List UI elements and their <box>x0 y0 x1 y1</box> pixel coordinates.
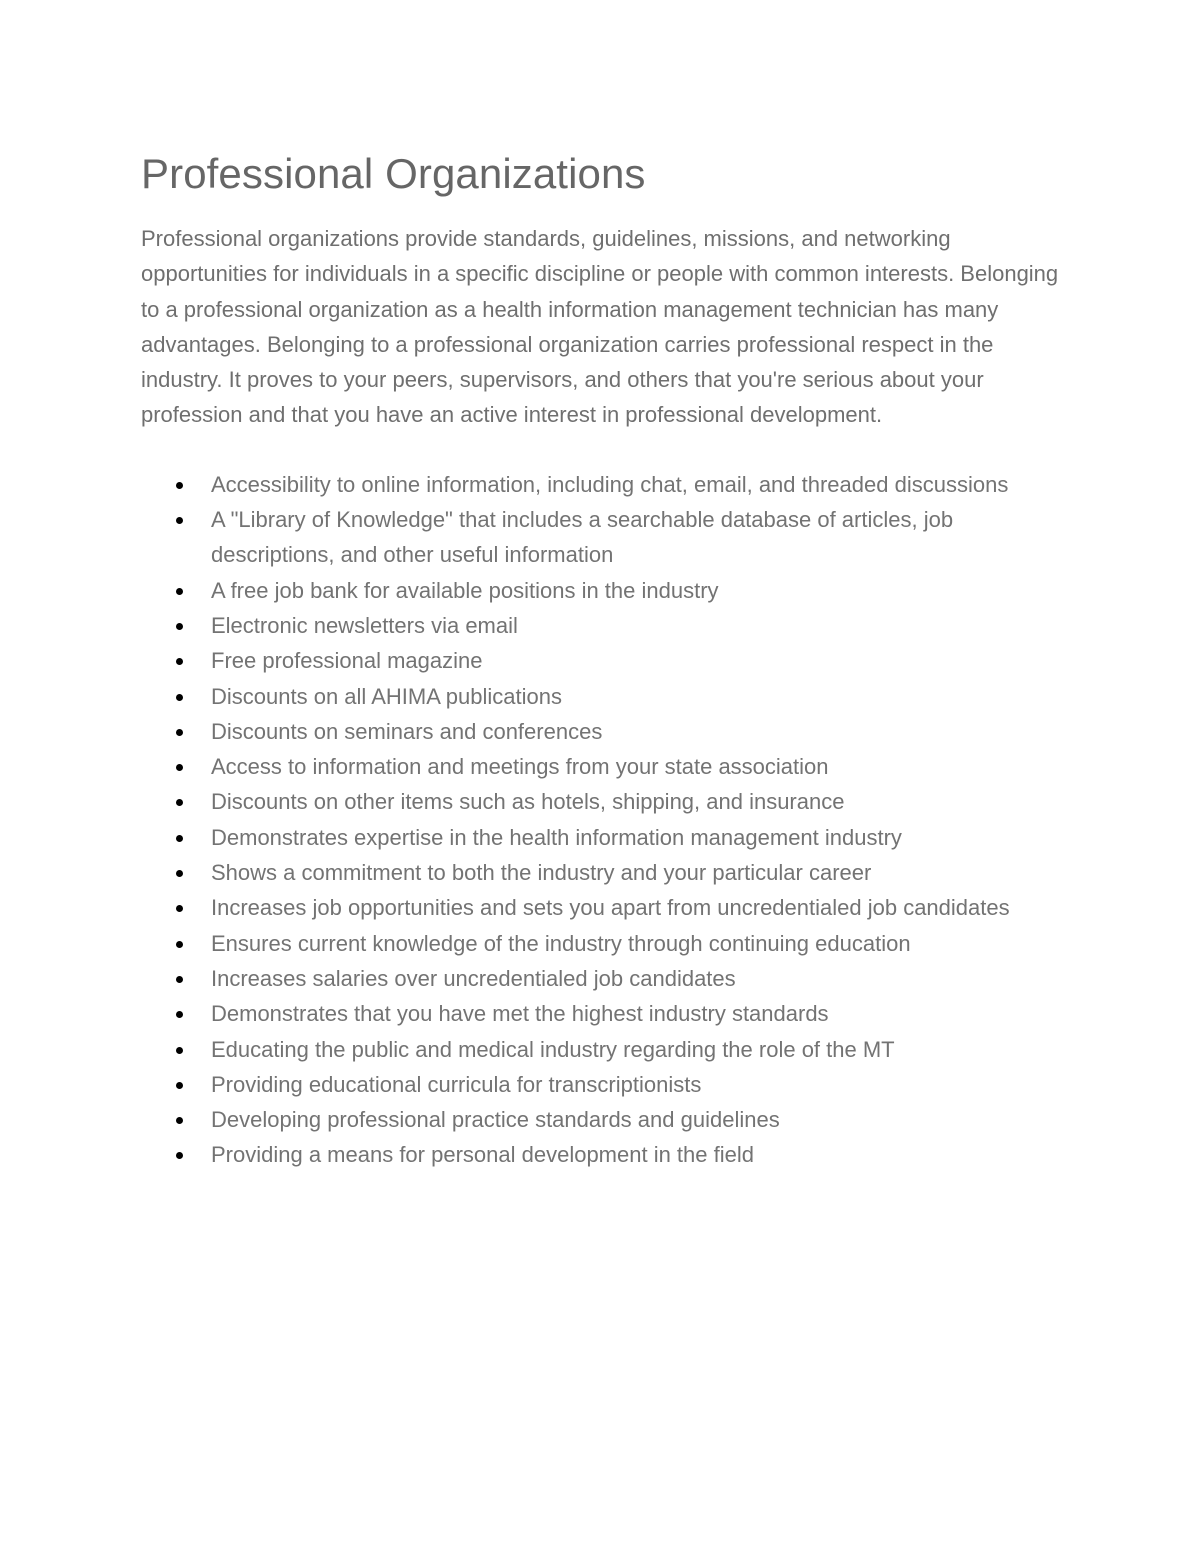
list-item <box>141 679 1071 714</box>
intro-paragraph: Professional organizations provide standards, guidelines, missions, and networking opportunities for individuals in a specific discipline or people with common interests. Belonging to a professional organization as a health information management technician has many advantages. Belonging to a professional organization carries professional respect in the industry. It proves to your peers, supervisors, and others that you're serious about your profession and that you have an active interest in professional development. <box>141 226 1059 428</box>
list-item <box>141 890 1071 925</box>
bullet-icon <box>176 764 183 771</box>
list-item <box>141 714 1071 749</box>
list-item-text: Demonstrates expertise in the health information management industry <box>211 824 902 850</box>
list-item-text: Electronic newsletters via email <box>211 612 518 638</box>
bullet-icon <box>176 1082 183 1089</box>
list-item <box>141 784 1071 819</box>
list-item <box>141 608 1071 643</box>
list-item-text: Discounts on seminars and conferences <box>211 718 603 744</box>
bullet-icon <box>176 976 183 983</box>
bullet-icon <box>176 658 183 665</box>
bullet-icon <box>176 1152 183 1159</box>
bullet-icon <box>176 1011 183 1018</box>
list-item-text: Increases salaries over uncredentialed job candidates <box>211 965 736 991</box>
benefits-list <box>141 467 1071 1173</box>
bullet-icon <box>176 482 183 489</box>
bullet-icon <box>176 835 183 842</box>
list-item <box>141 1137 1071 1172</box>
list-item <box>141 1067 1071 1102</box>
bullet-icon <box>176 941 183 948</box>
list-item-text: Accessibility to online information, including chat, email, and threaded discussions <box>211 471 1009 497</box>
list-item <box>141 749 1071 784</box>
list-item-text: Discounts on all AHIMA publications <box>211 683 562 709</box>
list-item-text: Increases job opportunities and sets you apart from uncredentialed job candidates <box>211 895 1010 921</box>
list-item-text: Providing a means for personal development in the field <box>211 1142 754 1168</box>
bullet-icon <box>176 623 183 630</box>
document-page <box>141 145 1071 1173</box>
list-item-text: Developing professional practice standards and guidelines <box>211 1107 780 1133</box>
list-item-text: A "Library of Knowledge" that includes a searchable database of articles, job descriptions, and other useful information <box>211 507 954 568</box>
list-item-text: Access to information and meetings from your state association <box>211 754 829 780</box>
list-item <box>141 926 1071 961</box>
bullet-icon <box>176 729 183 736</box>
list-item <box>141 502 1071 573</box>
list-item <box>141 820 1071 855</box>
list-item <box>141 1102 1071 1137</box>
list-item <box>141 573 1071 608</box>
list-item-text: Educating the public and medical industry regarding the role of the MT <box>211 1036 895 1062</box>
list-item <box>141 996 1071 1031</box>
list-item <box>141 1032 1071 1067</box>
page-title: Professional Organizations <box>141 150 646 197</box>
list-item-text: Discounts on other items such as hotels, shipping, and insurance <box>211 789 845 815</box>
bullet-icon <box>176 870 183 877</box>
bullet-icon <box>176 799 183 806</box>
bullet-icon <box>176 588 183 595</box>
list-item-text: Shows a commitment to both the industry and your particular career <box>211 860 872 886</box>
bullet-icon <box>176 1047 183 1054</box>
list-item <box>141 467 1071 502</box>
list-item <box>141 855 1071 890</box>
bullet-icon <box>176 905 183 912</box>
list-item-text: Demonstrates that you have met the highest industry standards <box>211 1001 829 1027</box>
bullet-icon <box>176 694 183 701</box>
list-item-text: Providing educational curricula for transcriptionists <box>211 1071 702 1097</box>
list-item <box>141 961 1071 996</box>
bullet-icon <box>176 517 183 524</box>
list-item-text: Free professional magazine <box>211 648 483 674</box>
list-item-text: A free job bank for available positions in the industry <box>211 577 719 603</box>
list-item <box>141 643 1071 678</box>
list-item-text: Ensures current knowledge of the industry through continuing education <box>211 930 911 956</box>
bullet-icon <box>176 1117 183 1124</box>
